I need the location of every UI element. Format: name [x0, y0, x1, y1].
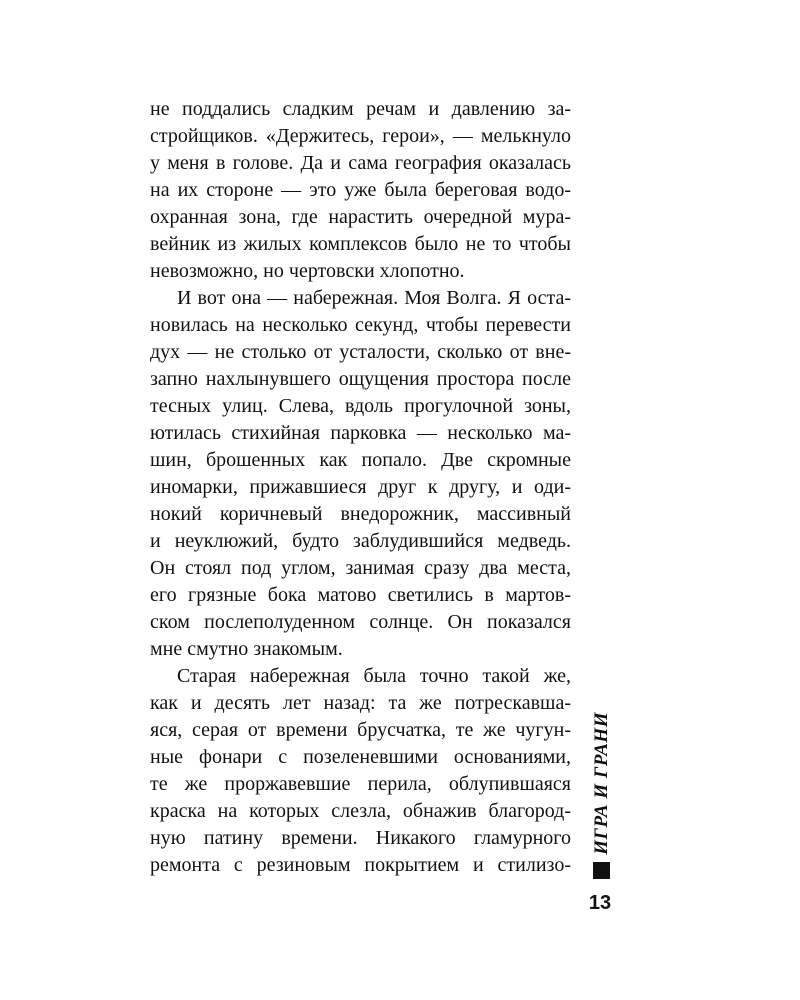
text-line: его грязные бока матово светились в мартов-	[150, 584, 571, 606]
text-line: и неуклюжий, будто заблудившийся медведь.	[150, 530, 571, 552]
text-line: Старая набережная была точно такой же,	[177, 665, 571, 687]
text-line: новилась на несколько секунд, чтобы перевести	[150, 314, 571, 336]
text-line: не поддались сладким речам и давлению за-	[150, 98, 571, 120]
running-title	[587, 705, 617, 855]
text-line: на их стороне — это уже была береговая водо-	[150, 179, 571, 201]
running-title-text: ИГРА И ГРАНИ	[591, 712, 612, 855]
text-line: иномарки, прижавшиеся друг к другу, и оди-	[150, 476, 571, 498]
text-line: И вот она — набережная. Моя Волга. Я оста-	[177, 287, 571, 309]
text-line: ные фонари с позеленевшими основаниями,	[150, 746, 571, 768]
text-line: у меня в голове. Да и сама география оказалась	[150, 152, 571, 174]
text-line: как и десять лет назад: та же потрескавша-	[150, 692, 571, 714]
text-line: дух — не столько от усталости, сколько от вне-	[150, 341, 571, 363]
text-line: запно нахлынувшего ощущения простора после	[150, 368, 571, 390]
body-text	[150, 96, 571, 879]
text-line: мне смутно знакомым.	[150, 638, 343, 660]
text-line: яся, серая от времени брусчатка, те же чугун-	[150, 719, 571, 741]
text-line: краска на которых слезла, обнажив благород-	[150, 800, 571, 822]
text-line: тесных улиц. Слева, вдоль прогулочной зоны,	[150, 395, 571, 417]
text-line: ском послеполуденном солнце. Он показался	[150, 611, 571, 633]
page-number: 13	[588, 892, 612, 914]
text-line: стройщиков. «Держитесь, герои», — мелькнуло	[150, 125, 571, 147]
text-line: ную патину времени. Никакого гламурного	[150, 827, 571, 849]
text-line: те же проржавевшие перила, облупившаяся	[150, 773, 571, 795]
square-marker-icon	[593, 862, 610, 879]
text-line: ремонта с резиновым покрытием и стилизо-	[150, 854, 571, 876]
text-line: вейник из жилых комплексов было не то чтобы	[150, 233, 571, 255]
text-line: невозможно, но чертовски хлопотно.	[150, 260, 465, 282]
text-line: Он стоял под углом, занимая сразу два места,	[150, 557, 571, 579]
text-line: охранная зона, где нарастить очередной мура-	[150, 206, 571, 228]
text-line: шин, брошенных как попало. Две скромные	[150, 449, 571, 471]
text-line: ютилась стихийная парковка — несколько ма-	[150, 422, 571, 444]
text-line: нокий коричневый внедорожник, массивный	[150, 503, 571, 525]
